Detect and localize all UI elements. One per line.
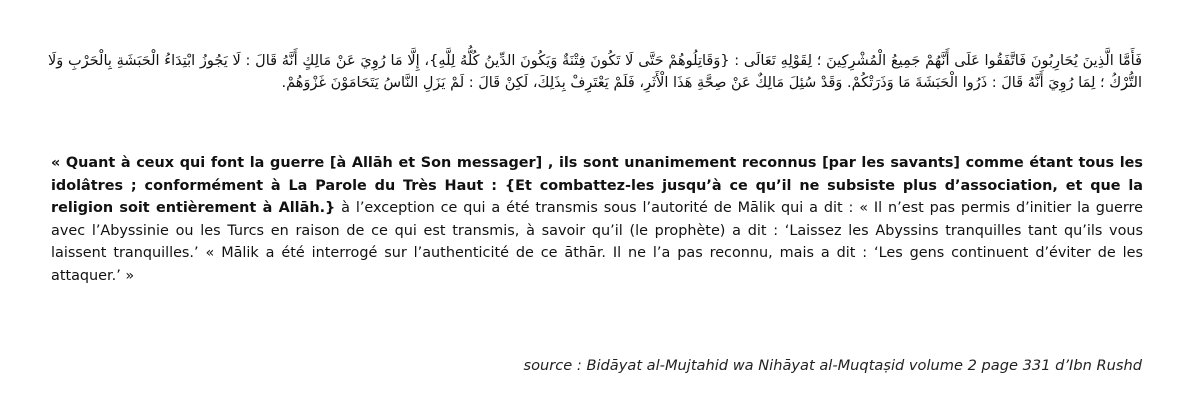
french-translation-bold: « Quant à ceux qui font la guerre [à Allāh et Son messager] , ils sont unanimement reconnus [par les savants] comme étant tous les idolâtres ; conformément à La Parole du Très Haut : {Et combattez-les jusqu’à ce qu’il ne subsiste plus d’association, et que la religion soit entièrement à Allāh.} [51, 155, 1143, 217]
arabic-text: فَأَمَّا الَّذِينَ يُحَارِبُونَ فَاتَّفَقُوا عَلَى أَنَّهُمْ جَمِيعُ الْمُشْرِكِينَ ؛ لِقَوْلِهِ تَعَالَى : {وَقَاتِلُوهُمْ حَتَّى لَا تَكُونَ فِتْنَةٌ وَيَكُونَ الدِّينُ كُلُّهُ لِلَّهِ}، إِلَّا مَا رُوِيَ عَنْ مَالِكٍ أَنَّهُ قَالَ : لَا يَجُوزُ ابْتِدَاءُ الْحَبَشَةِ بِالْحَرْبِ وَلَا التُّرْكُ ؛ لِمَا رُوِيَ أَنَّهُ قَالَ : ذَرُوا الْحَبَشَةَ مَا وَذَرَتْكُمْ. وَقَدْ سُئِلَ مَالِكٌ عَنْ صِحَّةِ هَذَا الْأَثَرِ، فَلَمْ يَعْتَرِفْ بِذَلِكَ، لَكِنْ قَالَ : لَمْ يَزَلِ النَّاسُ يَتَحَامَوْنَ غَزْوَهُمْ. [48, 53, 1142, 91]
french-translation-regular: à l’exception ce qui a été transmis sous l’autorité de Mālik qui a dit : « Il n’est pas permis d’initier la guerre avec l’Abyssinie ou les Turcs en raison de ce qui est transmis, à savoir qu’il (le prophète) a dit : ‘Laissez les Abyssins tranquilles tant qu’ils vous laissent tranquilles.’ « Mālik a été interrogé sur l’authenticité de ce āthār. Il ne l’a pas reconnu, mais a dit : ‘Les gens continuent d’éviter de les attaquer.’ » [51, 200, 1144, 284]
source-citation: source : Bidāyat al-Mujtahid wa Nihāyat al-Muqtaṣid volume 2 page 331 d’Ibn Rushd [523, 357, 1142, 374]
french-translation [51, 152, 1143, 288]
